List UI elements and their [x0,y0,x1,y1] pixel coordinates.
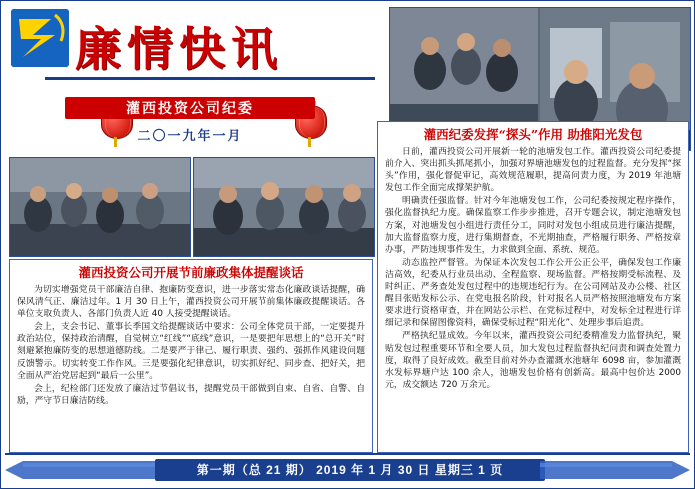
title-divider [45,77,375,80]
article-paragraph: 会上，支会书记、董事长季国文给提醒谈话中要求：公司全体党员干部，一定要提升政治站位，保持政治清醒，自觉树立“红线”“底线”意识，一是要把年思想上的“总开关”时刻避紧抱廉防变的思想道德防线。二是要严于律己、履行职责、强约、强抓作风建设问题反馈警示。切实转变工作作风。三是要强化纪律意识，切实抓好纪、同步查、把好关，把全面从严治党居起到“最后一公里”。 [17,322,365,381]
organization-band: 灌西投资公司纪委 [65,97,315,119]
article-paragraph: 为切实增强党员干部廉洁自律、抱廉防变意识，进一步落实常态化廉政谈话提醒，确保风清气正、廉洁过年。1 月 30 日上午，灌西投资公司开展节前集体廉政提醒谈话。各单位支取负责人、各部门负责人近 40 人接受提醒谈话。 [17,285,365,320]
article-right-top [377,121,689,453]
article-paragraph: 动态监控严督管。为保证本次发包工作公开公正公平，确保发包工作廉洁高效，纪委从行业员出动、全程监察、现场监督。严格按期受标流程、及时纠正、严务查处发包过程中的违规违纪行为。在公司网站及办公楼、社区醒目张贴发标公示、在党电报名阶段，针对报名人员严格按照池塘发布方案要求进行资格审查，并在网站公示栏、在党标过程中，对发标全过程进行详细记录和保留图像资料，确保受标过程“阳光化”、处理步事后追责。 [385,257,681,329]
ribbon-right-decoration [540,461,690,479]
photo-talk-left-2 [193,157,375,257]
article-left-bottom [9,259,373,453]
article-paragraph: 日前，灌西投资公司开展新一轮的池塘发包工作。灌西投资公司纪委提前介入、突出抓头抓尾抓小，加强对界塘池塘发包的过程监督。充分发挥“探头”作用，强化督促审记，高效规范履职，提高问责力度，为 2019 年池塘发包工作全面完成撑架护航。 [385,147,681,194]
issue-footer-text: 第一期（总 21 期） 2019 年 1 月 30 日 星期三 1 页 [155,459,545,481]
page-title: 廉情快讯 [75,22,283,76]
footer [5,459,690,485]
footer-divider [5,453,690,455]
masthead [5,5,385,153]
company-logo [11,9,69,67]
right-column [377,121,689,453]
article-paragraph: 严格执纪显成效。今年以来，灌西投资公司纪委精准发力监督执纪，聚贴发包过程重要环节和全要人员，加大发包过程监督执纪问责和调查处置力度，取得了良好成效。截至目前对外办查灌溉水池塘年 6098 亩，参加灌溉水发标界塘户达 100 余人，池塘发包价格有创新高。最高中包价达 2000 元，成交额达 720 万余元。 [385,331,681,390]
issue-date: 二〇一九年一月 [137,128,243,143]
article-title: 灌西投资公司开展节前廉政集体提醒谈话 [78,265,304,280]
article-title: 灌西纪委发挥“探头”作用 助推阳光发包 [423,127,643,142]
photo-conference-left [9,157,191,257]
article-paragraph: 明确责任强监督。针对今年池塘发包工作，公司纪委按规定程序操作，强化监督执纪力度。确保监察工作步步推进，召开专题会议，制定池塘发包方案，对池塘发包小组进行责任分工，同时对发包小组成员进行廉洁提醒，加大监督监察力度，进行集期督查，不光期抽查，严格履行职务、严格按章办事，严防违规事件发生，力求做到全面、系统、规范。 [385,196,681,255]
article-paragraph: 会上，纪检部门还发放了廉洁过节倡议书，提醒党员干部做到自束、自省、自警、自励，严守节日廉洁防线。 [17,383,365,406]
ribbon-left-decoration [5,461,155,479]
